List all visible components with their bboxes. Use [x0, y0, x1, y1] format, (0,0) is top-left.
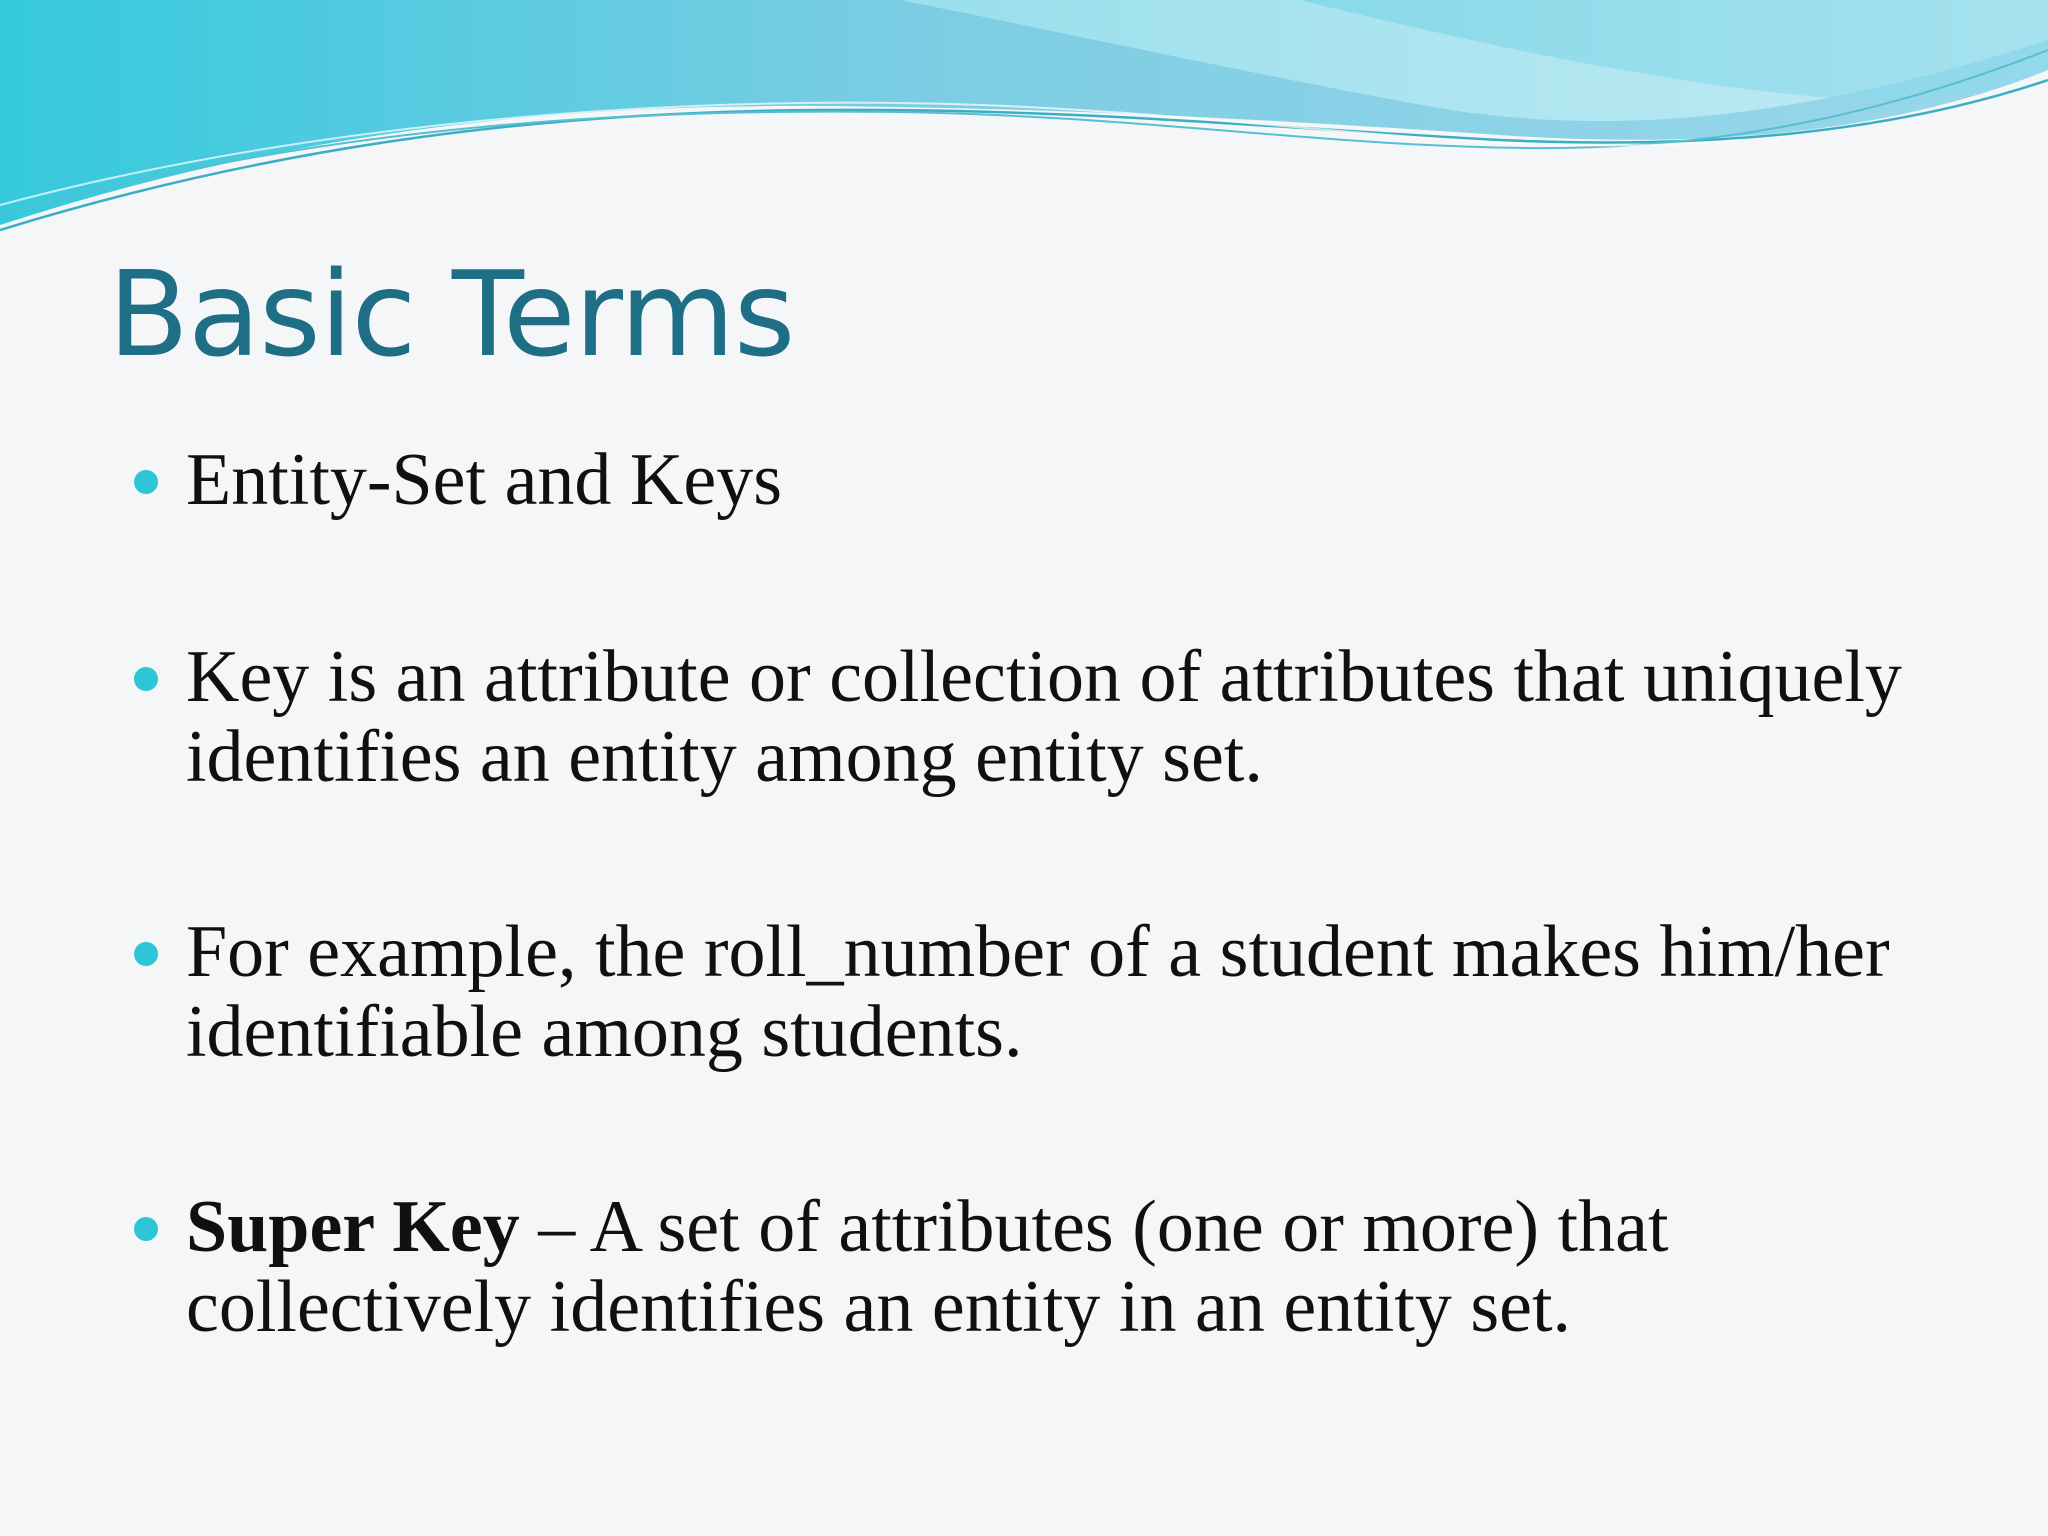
- bullet-dot-icon: [134, 667, 158, 691]
- bullet-text-container: [186, 1187, 1988, 1347]
- bullet-item-super-key: [128, 1187, 1988, 1347]
- bullet-dot-icon: [134, 470, 158, 494]
- bullet-item-example: [128, 912, 1988, 1072]
- bullet-item-key-definition: [128, 637, 1988, 797]
- bullet-text: Key is an attribute or collection of attributes that uniquely identifies an entity among entity set.: [186, 636, 1902, 798]
- slide-title: Basic Terms: [108, 245, 795, 383]
- super-key-definition: – A set of attributes (one or more) that collectively identifies an entity in an entity set.: [186, 1186, 1669, 1348]
- bullet-text: For example, the roll_number of a student makes him/her identifiable among students.: [186, 911, 1890, 1073]
- bullet-dot-icon: [134, 942, 158, 966]
- bullet-item-entity-set: [128, 440, 1988, 520]
- super-key-term: Super Key: [186, 1186, 520, 1268]
- bullet-list: [128, 0, 2008, 1536]
- bullet-dot-icon: [134, 1217, 158, 1241]
- bullet-text: Entity-Set and Keys: [186, 439, 783, 521]
